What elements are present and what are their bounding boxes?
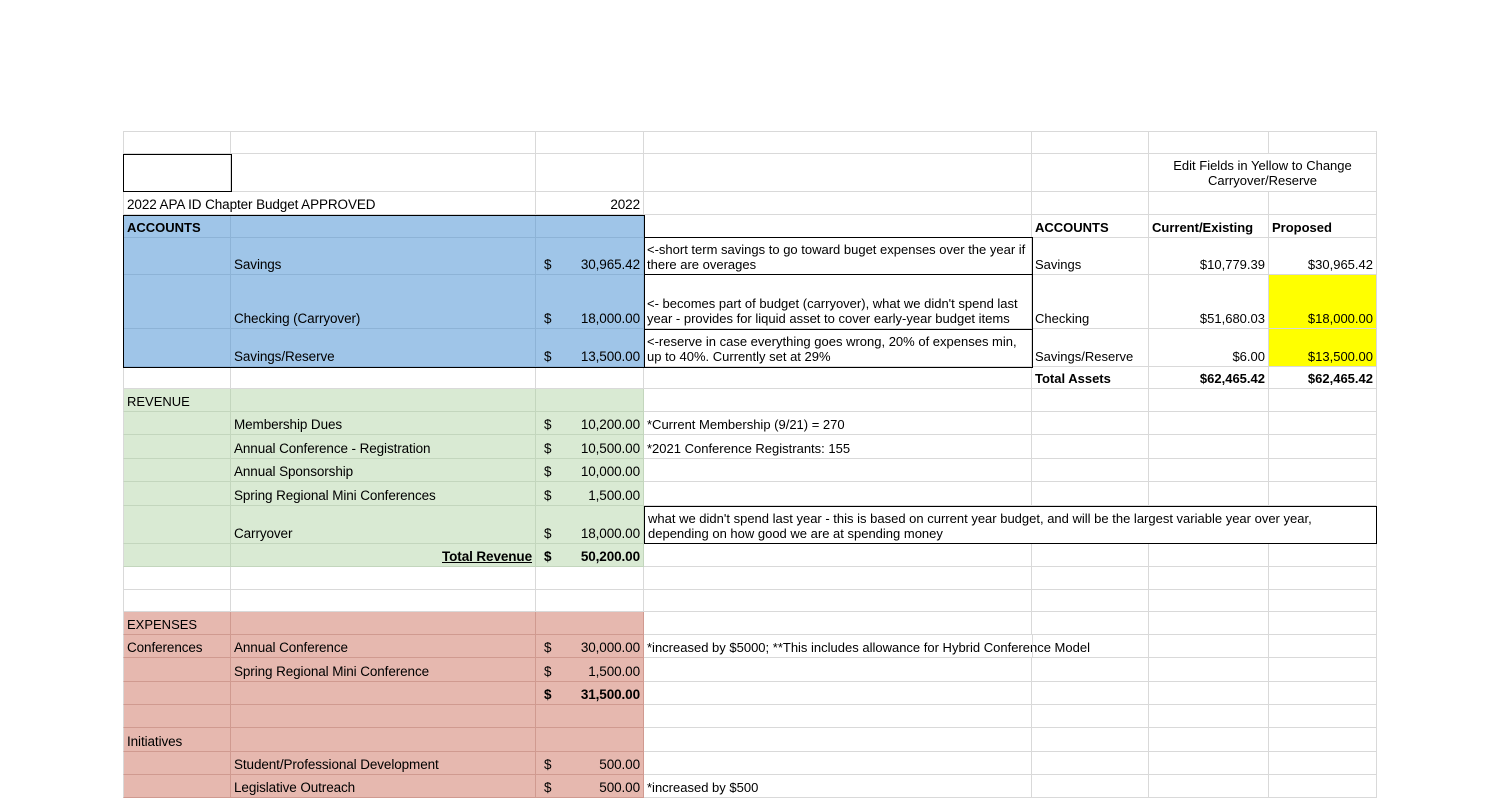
currency-symbol: $ [544,687,552,702]
revenue-label: Carryover [231,506,536,544]
cell-B9[interactable] [231,389,536,412]
summary-current-checking: $51,680.03 [1149,275,1269,329]
expense-label: Student/Professional Development [231,752,536,775]
cell-F11[interactable] [1149,435,1269,459]
cell-C22[interactable] [536,705,644,728]
cell-F12[interactable] [1149,459,1269,482]
revenue-label: Annual Conference - Registration [231,435,536,459]
cell-G18[interactable] [1269,612,1377,635]
budget-title: 2022 APA ID Chapter Budget APPROVED [123,192,536,215]
cell-G10[interactable] [1269,412,1377,435]
cell-D4[interactable] [644,215,1032,238]
cell-A25[interactable] [123,775,231,798]
cell-B22[interactable] [231,705,536,728]
cell-B8[interactable] [231,367,536,389]
currency-symbol: $ [544,417,552,432]
cell-D13[interactable] [644,482,1032,506]
cell-F15[interactable] [1149,544,1269,567]
cell-E23[interactable] [1032,728,1149,752]
conferences-subtotal [536,682,644,705]
cell-F18[interactable] [1149,612,1269,635]
cell-E2[interactable] [1032,154,1149,192]
summary-label-checking: Checking [1032,275,1149,329]
total-revenue-text: Total Revenue [442,549,532,564]
cell-F22[interactable] [1149,705,1269,728]
cell-E17[interactable] [1032,590,1149,612]
expense-note: *increased by $5000; **This includes allowance for Hybrid Conference Model [644,635,1032,658]
account-label-reserve: Savings/Reserve [231,329,536,367]
cell-F16[interactable] [1149,567,1269,590]
cell-G19[interactable] [1269,635,1377,658]
summary-proposed-header: Proposed [1269,215,1377,238]
currency-symbol: $ [544,311,552,326]
edit-hint: Edit Fields in Yellow to Change Carryover/Reserve [1149,154,1377,192]
cell-D21[interactable] [644,682,1032,705]
cell-G17[interactable] [1269,590,1377,612]
account-note-savings: <-short term savings to go toward buget expenses over the year if there are overages [644,238,1032,275]
cell-D16[interactable] [644,567,1032,590]
amount-value: 10,000.00 [580,464,640,479]
amount-value: 30,000.00 [580,640,640,655]
cell-G23[interactable] [1269,728,1377,752]
cell-C16[interactable] [536,567,644,590]
budget-year: 2022 [536,192,644,215]
cell-A14[interactable] [123,506,231,544]
cell-A12[interactable] [123,459,231,482]
cell-C2[interactable] [536,154,644,192]
cell-F24[interactable] [1149,752,1269,775]
revenue-amount[interactable] [536,506,644,544]
account-note-checking: <- becomes part of budget (carryover), what we didn't spend last year - provides for liquid asset to cover early-year budget items [644,275,1032,329]
amount-value: 50,200.00 [580,549,640,564]
cell-G13[interactable] [1269,482,1377,506]
cell-G11[interactable] [1269,435,1377,459]
cell-A1[interactable] [123,131,231,154]
cell-C23[interactable] [536,728,644,752]
cell-F23[interactable] [1149,728,1269,752]
total-revenue-amount [536,544,644,567]
revenue-amount[interactable] [536,412,644,435]
amount-value: 18,000.00 [580,526,640,541]
currency-symbol: $ [544,441,552,456]
cell-A11[interactable] [123,435,231,459]
cell-D12[interactable] [644,459,1032,482]
currency-symbol: $ [544,664,552,679]
cell-F25[interactable] [1149,775,1269,798]
cell-A20[interactable] [123,658,231,682]
revenue-label: Annual Sponsorship [231,459,536,482]
expense-amount[interactable] [536,635,644,658]
cell-C17[interactable] [536,590,644,612]
cell-B1[interactable] [231,131,536,154]
cell-F9[interactable] [1149,389,1269,412]
account-note-reserve: <-reserve in case everything goes wrong, 20% of expenses min, up to 40%. Currently set at 29% [644,329,1032,367]
cell-E3[interactable] [1032,192,1149,215]
account-label-savings: Savings [231,238,536,275]
currency-symbol: $ [544,757,552,772]
amount-value: 18,000.00 [580,311,640,326]
summary-current-savings: $10,779.39 [1149,238,1269,275]
cell-E22[interactable] [1032,705,1149,728]
cell-E1[interactable] [1032,131,1149,154]
cell-E11[interactable] [1032,435,1149,459]
amount-value: 1,500.00 [588,664,640,679]
cell-E16[interactable] [1032,567,1149,590]
summary-current-reserve: $6.00 [1149,329,1269,367]
currency-symbol: $ [544,257,552,272]
cell-G9[interactable] [1269,389,1377,412]
cell-G20[interactable] [1269,658,1377,682]
accounts-header: ACCOUNTS [123,215,231,238]
account-label-checking: Checking (Carryover) [231,275,536,329]
cell-E9[interactable] [1032,389,1149,412]
cell-A5[interactable] [123,238,231,275]
cell-G22[interactable] [1269,705,1377,728]
cell-D2[interactable] [644,154,1032,192]
cell-E18[interactable] [1032,612,1149,635]
cell-D3[interactable] [644,192,1032,215]
cell-G24[interactable] [1269,752,1377,775]
revenue-label: Spring Regional Mini Conferences [231,482,536,506]
expense-label: Legislative Outreach [231,775,536,798]
cell-D18[interactable] [644,612,1032,635]
cell-D24[interactable] [644,752,1032,775]
expense-category-conferences: Conferences [123,635,231,658]
revenue-amount[interactable] [536,459,644,482]
cell-F3[interactable] [1149,192,1269,215]
cell-G15[interactable] [1269,544,1377,567]
amount-value: 31,500.00 [580,687,640,702]
expense-amount[interactable] [536,658,644,682]
cell-D17[interactable] [644,590,1032,612]
cell-B2[interactable] [231,154,536,192]
expense-note: *increased by $500 [644,775,1032,798]
cell-C9[interactable] [536,389,644,412]
currency-symbol: $ [544,780,552,795]
cell-A17[interactable] [123,590,231,612]
cell-D22[interactable] [644,705,1032,728]
cell-E25[interactable] [1032,775,1149,798]
carryover-note: what we didn't spend last year - this is based on current year budget, and will be the largest variable year over year, depending on how good we are at spending money [644,506,1377,544]
total-assets-proposed: $62,465.42 [1269,367,1377,389]
expense-label: Spring Regional Mini Conference [231,658,536,682]
summary-proposed-savings[interactable]: $30,965.42 [1269,238,1377,275]
cell-A6[interactable] [123,275,231,329]
cell-C1[interactable] [536,131,644,154]
amount-value: 10,200.00 [580,417,640,432]
cell-D8[interactable] [644,367,1032,389]
cell-D9[interactable] [644,389,1032,412]
revenue-note: *2021 Conference Registrants: 155 [644,435,1032,459]
cell-E21[interactable] [1032,682,1149,705]
cell-D23[interactable] [644,728,1032,752]
cell-E10[interactable] [1032,412,1149,435]
expense-category-initiatives: Initiatives [123,728,231,752]
cell-B21[interactable] [231,682,536,705]
revenue-amount[interactable] [536,435,644,459]
cell-G25[interactable] [1269,775,1377,798]
revenue-label: Membership Dues [231,412,536,435]
cell-F20[interactable] [1149,658,1269,682]
currency-symbol: $ [544,349,552,364]
cell-D20[interactable] [644,658,1032,682]
summary-label-savings: Savings [1032,238,1149,275]
cell-E19[interactable] [1032,635,1149,658]
cell-F17[interactable] [1149,590,1269,612]
cell-C4[interactable] [536,215,644,238]
cell-A16[interactable] [123,567,231,590]
cell-A13[interactable] [123,482,231,506]
account-amount-savings[interactable] [536,238,644,275]
cell-F10[interactable] [1149,412,1269,435]
cell-F13[interactable] [1149,482,1269,506]
currency-symbol: $ [544,549,552,564]
cell-B23[interactable] [231,728,536,752]
cell-A24[interactable] [123,752,231,775]
currency-symbol: $ [544,640,552,655]
amount-value: 500.00 [599,757,640,772]
currency-symbol: $ [544,464,552,479]
cell-A8[interactable] [123,367,231,389]
amount-value: 500.00 [599,780,640,795]
expense-amount[interactable] [536,752,644,775]
cell-F19[interactable] [1149,635,1269,658]
total-revenue-label [231,544,536,567]
cell-F21[interactable] [1149,682,1269,705]
amount-value: 10,500.00 [580,441,640,456]
cell-D15[interactable] [644,544,1032,567]
revenue-amount[interactable] [536,482,644,506]
account-amount-checking[interactable] [536,275,644,329]
revenue-note: *Current Membership (9/21) = 270 [644,412,1032,435]
account-amount-reserve[interactable] [536,329,644,367]
expense-amount[interactable] [536,775,644,798]
cell-E20[interactable] [1032,658,1149,682]
cell-E15[interactable] [1032,544,1149,567]
summary-current-header: Current/Existing [1149,215,1269,238]
amount-value: 30,965.42 [580,257,640,272]
total-assets-current: $62,465.42 [1149,367,1269,389]
currency-symbol: $ [544,488,552,503]
logo-placeholder-cell[interactable] [123,154,231,192]
cell-G12[interactable] [1269,459,1377,482]
cell-F1[interactable] [1149,131,1269,154]
cell-E13[interactable] [1032,482,1149,506]
cell-G1[interactable] [1269,131,1377,154]
summary-accounts-header: ACCOUNTS [1032,215,1149,238]
amount-value: 1,500.00 [588,488,640,503]
revenue-header: REVENUE [123,389,231,412]
cell-D1[interactable] [644,131,1032,154]
currency-symbol: $ [544,526,552,541]
cell-B18[interactable] [231,612,536,635]
cell-E12[interactable] [1032,459,1149,482]
cell-A10[interactable] [123,412,231,435]
total-assets-label: Total Assets [1032,367,1149,389]
cell-G16[interactable] [1269,567,1377,590]
summary-proposed-checking-input[interactable]: $18,000.00 [1269,275,1377,329]
cell-G21[interactable] [1269,682,1377,705]
summary-proposed-reserve-input[interactable]: $13,500.00 [1269,329,1377,367]
cell-A15[interactable] [123,544,231,567]
cell-A21[interactable] [123,682,231,705]
cell-A7[interactable] [123,329,231,367]
cell-B4[interactable] [231,215,536,238]
cell-C18[interactable] [536,612,644,635]
expenses-header: EXPENSES [123,612,231,635]
summary-label-reserve: Savings/Reserve [1032,329,1149,367]
cell-B16[interactable] [231,567,536,590]
cell-C8[interactable] [536,367,644,389]
cell-G3[interactable] [1269,192,1377,215]
cell-B17[interactable] [231,590,536,612]
amount-value: 13,500.00 [580,349,640,364]
expense-label: Annual Conference [231,635,536,658]
cell-A22[interactable] [123,705,231,728]
cell-E24[interactable] [1032,752,1149,775]
